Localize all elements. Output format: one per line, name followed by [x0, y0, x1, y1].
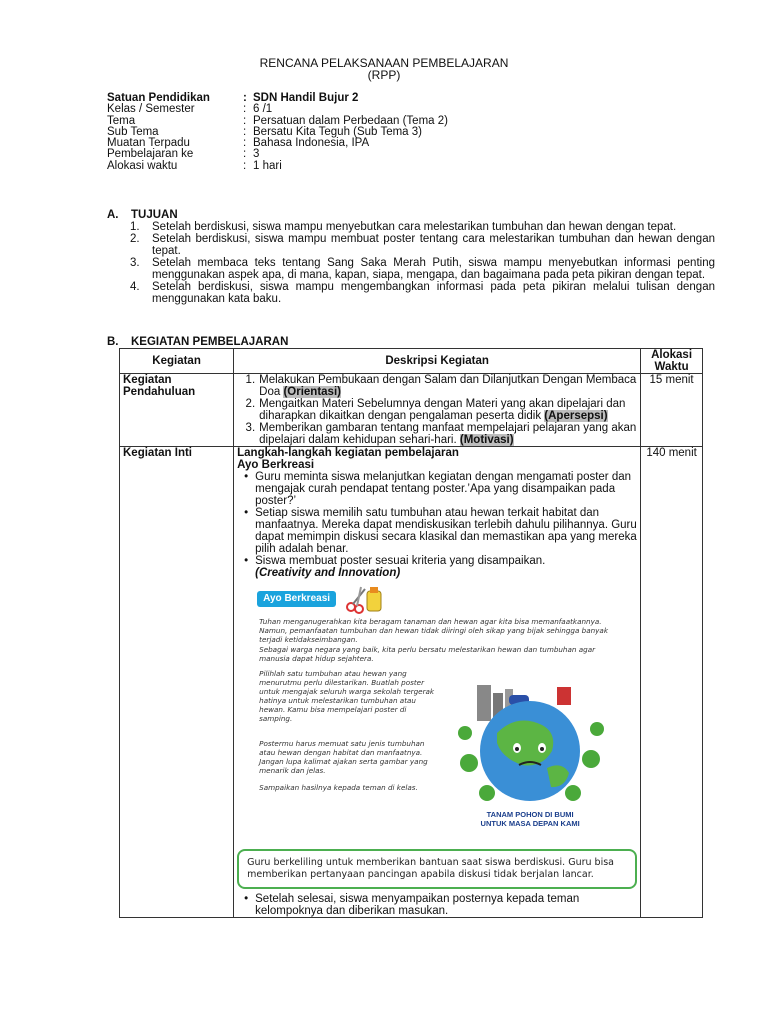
doc-title: RENCANA PELAKSANAAN PEMBELAJARAN — [259, 56, 509, 70]
section-kegiatan-heading: B. KEGIATAN PEMBELAJARAN — [107, 336, 289, 348]
tag-apersepsi: (Apersepsi) — [544, 410, 608, 422]
book-paragraph: Postermu harus memuat satu jenis tumbuhan atau hewan dengan habitat dan manfaatnya. Jangan lupa kalimat ajakan serta gambar yang menarik dan jelas. — [259, 739, 428, 775]
creativity-label: (Creativity and Innovation) — [255, 567, 401, 579]
row-time: 15 menit — [641, 374, 703, 447]
textbook-excerpt-image — [257, 585, 617, 847]
tujuan-item: 3. Setelah membaca teks tentang Sang Saka Merah Putih, siswa mampu menyebutkan informasi penting menggunakan aspek apa, di mana, kapan, siapa, mengapa, dan bagaimana pada peta pikiran dengan tepat. — [130, 257, 715, 281]
section-tujuan-heading: A. TUJUAN — [107, 209, 178, 221]
scissors-glue-icon — [345, 585, 387, 615]
identity-row: Sub Tema : Bersatu Kita Teguh (Sub Tema 3) — [107, 125, 422, 138]
book-paragraph: Sampaikan hasilnya kepada teman di kelas. — [259, 783, 418, 792]
table-header-row — [120, 349, 703, 374]
col-kegiatan: Kegiatan — [120, 349, 234, 374]
identity-row: Kelas / Semester : 6 /1 — [107, 103, 273, 116]
list-item: 3. Memberikan gambaran tentang manfaat mempelajari pelajaran yang akan dipelajari dalam kehidupan sehari-hari. (Motivasi) — [245, 422, 637, 446]
book-paragraph: Pilihlah satu tumbuhan atau hewan yang menurutmu perlu dilestarikan. Buatlah poster untuk mengajak seluruh warga sekolah tergerak hatinya untuk melestarikan tumbuhan atau hewan. Kamu bisa mempelajari poster di samping. — [259, 669, 435, 723]
kegiatan-table — [119, 348, 703, 918]
row-label: Kegiatan Pendahuluan — [120, 374, 234, 447]
row-label: Kegiatan Inti — [120, 447, 234, 918]
list-item: • Guru meminta siswa melanjutkan kegiatan dengan mengamati poster dan mengajak curah pendapat tentang poster.’Apa yang disampaikan pada poster?’ — [244, 471, 632, 507]
identity-row: Satuan Pendidikan : SDN Handil Bujur 2 — [107, 92, 359, 104]
book-paragraph: Tuhan menganugerahkan kita beragam tanaman dan hewan agar kita bisa memanfaatkannya. Namun, pemanfaatan tumbuhan dan hewan tidak diiringi oleh sikap yang bijak sehingga banyak terjadi ketidakseimbangan. — [259, 617, 608, 644]
col-deskripsi: Deskripsi Kegiatan — [234, 349, 641, 374]
inti-heading: Langkah-langkah kegiatan pembelajaran — [237, 447, 459, 459]
tujuan-list — [130, 221, 715, 305]
doc-subtitle: (RPP) — [367, 68, 401, 82]
identity-row: Muatan Terpadu : Bahasa Indonesia, IPA — [107, 137, 370, 150]
tujuan-item: 2. Setelah berdiskusi, siswa mampu membuat poster tentang cara melestarikan tumbuhan dan hewan dengan tepat. — [130, 233, 715, 257]
table-row-inti — [120, 447, 703, 918]
list-item: • Siswa membuat poster sesuai kriteria yang disampaikan. — [244, 555, 546, 567]
table-row-pendahuluan — [120, 374, 703, 447]
list-item: • Setiap siswa memilih satu tumbuhan atau hewan terkait habitat dan manfaatnya. Mereka dapat mendiskusikan terlebih dahulu pilihannya. Guru dapat memimpin diskusi secara klasikal dan memastikan apa yang mereka pilih adalah benar. — [244, 507, 637, 555]
earth-poster — [447, 673, 613, 828]
teacher-note-box: Guru berkeliling untuk memberikan bantuan saat siswa berdiskusi. Guru bisa memberikan pertanyaan pancingan apabila diskusi tidak berjalan lancar. — [237, 849, 637, 889]
earth-globe-icon — [447, 673, 613, 807]
list-item: 1. Melakukan Pembukaan dengan Salam dan Dilanjutkan Dengan Membaca Doa (Orientasi) — [245, 374, 637, 398]
tag-motivasi: (Motivasi) — [459, 434, 514, 446]
identity-row: Tema : Persatuan dalam Perbedaan (Tema 2) — [107, 114, 448, 127]
poster-caption: UNTUK MASA DEPAN KAMI — [480, 819, 580, 828]
tag-orientasi: (Orientasi) — [283, 386, 341, 398]
tujuan-item: 1. Setelah berdiskusi, siswa mampu menyebutkan cara melestarikan tumbuhan dan hewan dengan tepat. — [130, 221, 677, 233]
identity-row: Alokasi waktu : 1 hari — [107, 159, 282, 172]
col-alokasi: Alokasi Waktu — [641, 349, 703, 374]
identity-block — [107, 92, 448, 171]
pendahuluan-description — [234, 374, 641, 447]
list-item: • Setelah selesai, siswa menyampaikan posternya kepada teman kelompoknya dan diberikan masukan. — [244, 893, 580, 917]
identity-row: Pembelajaran ke : 3 — [107, 148, 260, 161]
tujuan-item: 4. Setelah berdiskusi, siswa mampu mengembangkan informasi pada peta pikiran melalui tulisan dengan menggunakan kata baku. — [130, 281, 715, 305]
list-item: 2. Mengaitkan Materi Sebelumnya dengan Materi yang akan dipelajari dan diharapkan dikaitkan dengan pengalaman peserta didik (Apersepsi) — [245, 398, 626, 422]
book-paragraph: Sebagai warga negara yang baik, kita perlu bersatu melestarikan hewan dan tumbuhan agar manusia dapat hidup sejahtera. — [259, 645, 596, 663]
inti-description — [234, 447, 641, 918]
row-time: 140 menit — [641, 447, 703, 918]
inti-subheading: Ayo Berkreasi — [237, 459, 315, 471]
ayo-berkreasi-pill: Ayo Berkreasi — [257, 591, 336, 607]
poster-caption: TANAM POHON DI BUMI — [486, 810, 574, 819]
